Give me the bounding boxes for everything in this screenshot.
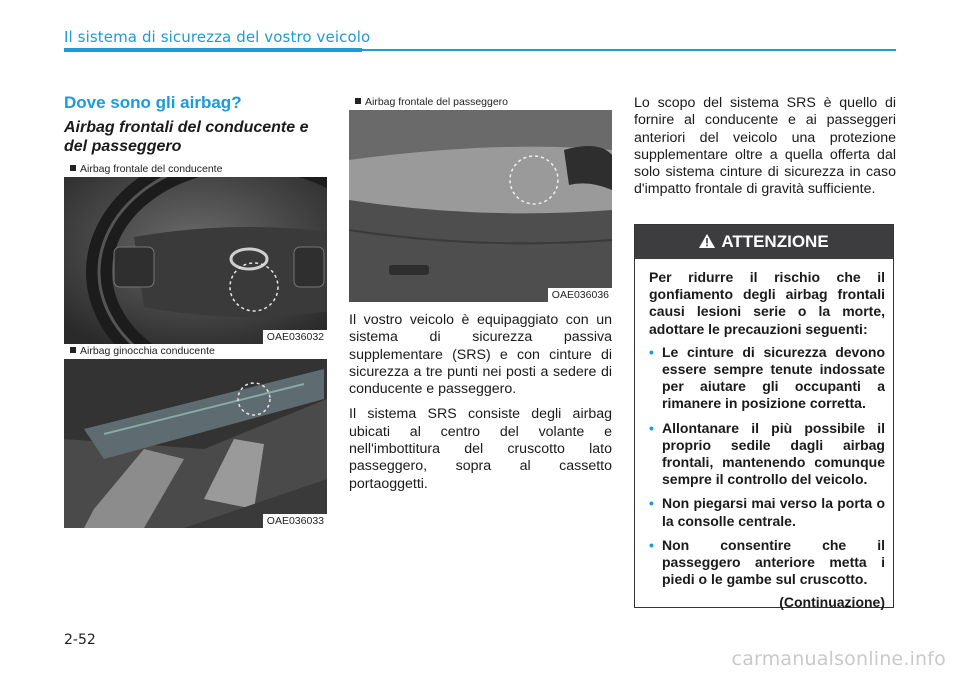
- body-text-middle: [349, 312, 612, 501]
- warning-title: ATTENZIONE: [721, 232, 829, 251]
- continued-note: (Continuazione): [779, 594, 885, 611]
- figure-knee-airbag: [64, 344, 327, 528]
- section-title: Dove sono gli airbag?: [64, 93, 242, 112]
- warning-item: • Allontanare il più possibile il proprio sedile dagli airbag frontali, mantenendo comunque sempre il controllo del veicolo.: [649, 419, 885, 488]
- bullet-icon: •: [649, 343, 654, 360]
- warning-intro: Per ridurre il rischio che il gonfiamento degli airbag frontali causi lesioni serie o la morte, adottare le precauzioni seguenti:: [649, 269, 885, 337]
- body-text-right: [634, 95, 896, 207]
- warning-triangle-icon: [699, 226, 715, 260]
- warning-header: [635, 225, 893, 259]
- paragraph: Il vostro veicolo è equipaggiato con un sistema di sicurezza passiva supplementare (SRS) e con cinture di sicurezza a tre punti nei posti a sedere di conducente e passeggero.: [349, 312, 612, 398]
- figure-code: OAE036033: [263, 514, 327, 528]
- header-rule-thin: [362, 49, 896, 51]
- dashboard-illustration: [349, 110, 612, 302]
- running-header: Il sistema di sicurezza del vostro veicolo: [64, 28, 371, 46]
- paragraph: Lo scopo del sistema SRS è quello di fornire al conducente e ai passeggeri anteriori del veicolo una protezione supplementare oltre a quella offerta dal solo sistema cinture di sicurezza in caso d'impatto frontale di gravità sufficiente.: [634, 95, 896, 198]
- header-rule-thick: [64, 48, 362, 52]
- watermark: carmanualsonline.info: [731, 648, 946, 670]
- bullet-icon: •: [649, 536, 654, 553]
- bullet-icon: •: [649, 419, 654, 436]
- warning-item: • Non consentire che il passeggero anteriore metta i piedi o le gambe sul cruscotto.: [649, 536, 885, 588]
- figure-code: OAE036032: [263, 330, 327, 344]
- paragraph: Il sistema SRS consiste degli airbag ubicati al centro del volante e nell'imbottitura del cruscotto lato passeggero, sopra al cassetto portaoggetti.: [349, 406, 612, 492]
- warning-list: [649, 344, 885, 589]
- figure-caption: Airbag frontale del conducente: [64, 162, 327, 177]
- warning-content: [649, 269, 885, 612]
- figure-caption: Airbag ginocchia conducente: [64, 344, 327, 359]
- bullet-icon: •: [649, 495, 654, 512]
- warning-box: [634, 224, 894, 611]
- figure-driver-airbag: [64, 162, 327, 344]
- section-subtitle: Airbag frontali del conducente e del passeggero: [64, 119, 309, 155]
- warning-item: • Non piegarsi mai verso la porta o la consolle centrale.: [649, 495, 885, 529]
- figure-code: OAE036036: [548, 288, 612, 302]
- steering-wheel-illustration: [64, 177, 327, 344]
- page-number: 2-52: [64, 632, 96, 648]
- figure-passenger-airbag: [349, 95, 612, 302]
- knee-airbag-illustration: [64, 359, 327, 528]
- warning-item: • Le cinture di sicurezza devono essere sempre tenute indossate per aiutare gli occupanti a rimanere in posizione corretta.: [649, 343, 885, 412]
- figure-caption: Airbag frontale del passeggero: [349, 95, 612, 110]
